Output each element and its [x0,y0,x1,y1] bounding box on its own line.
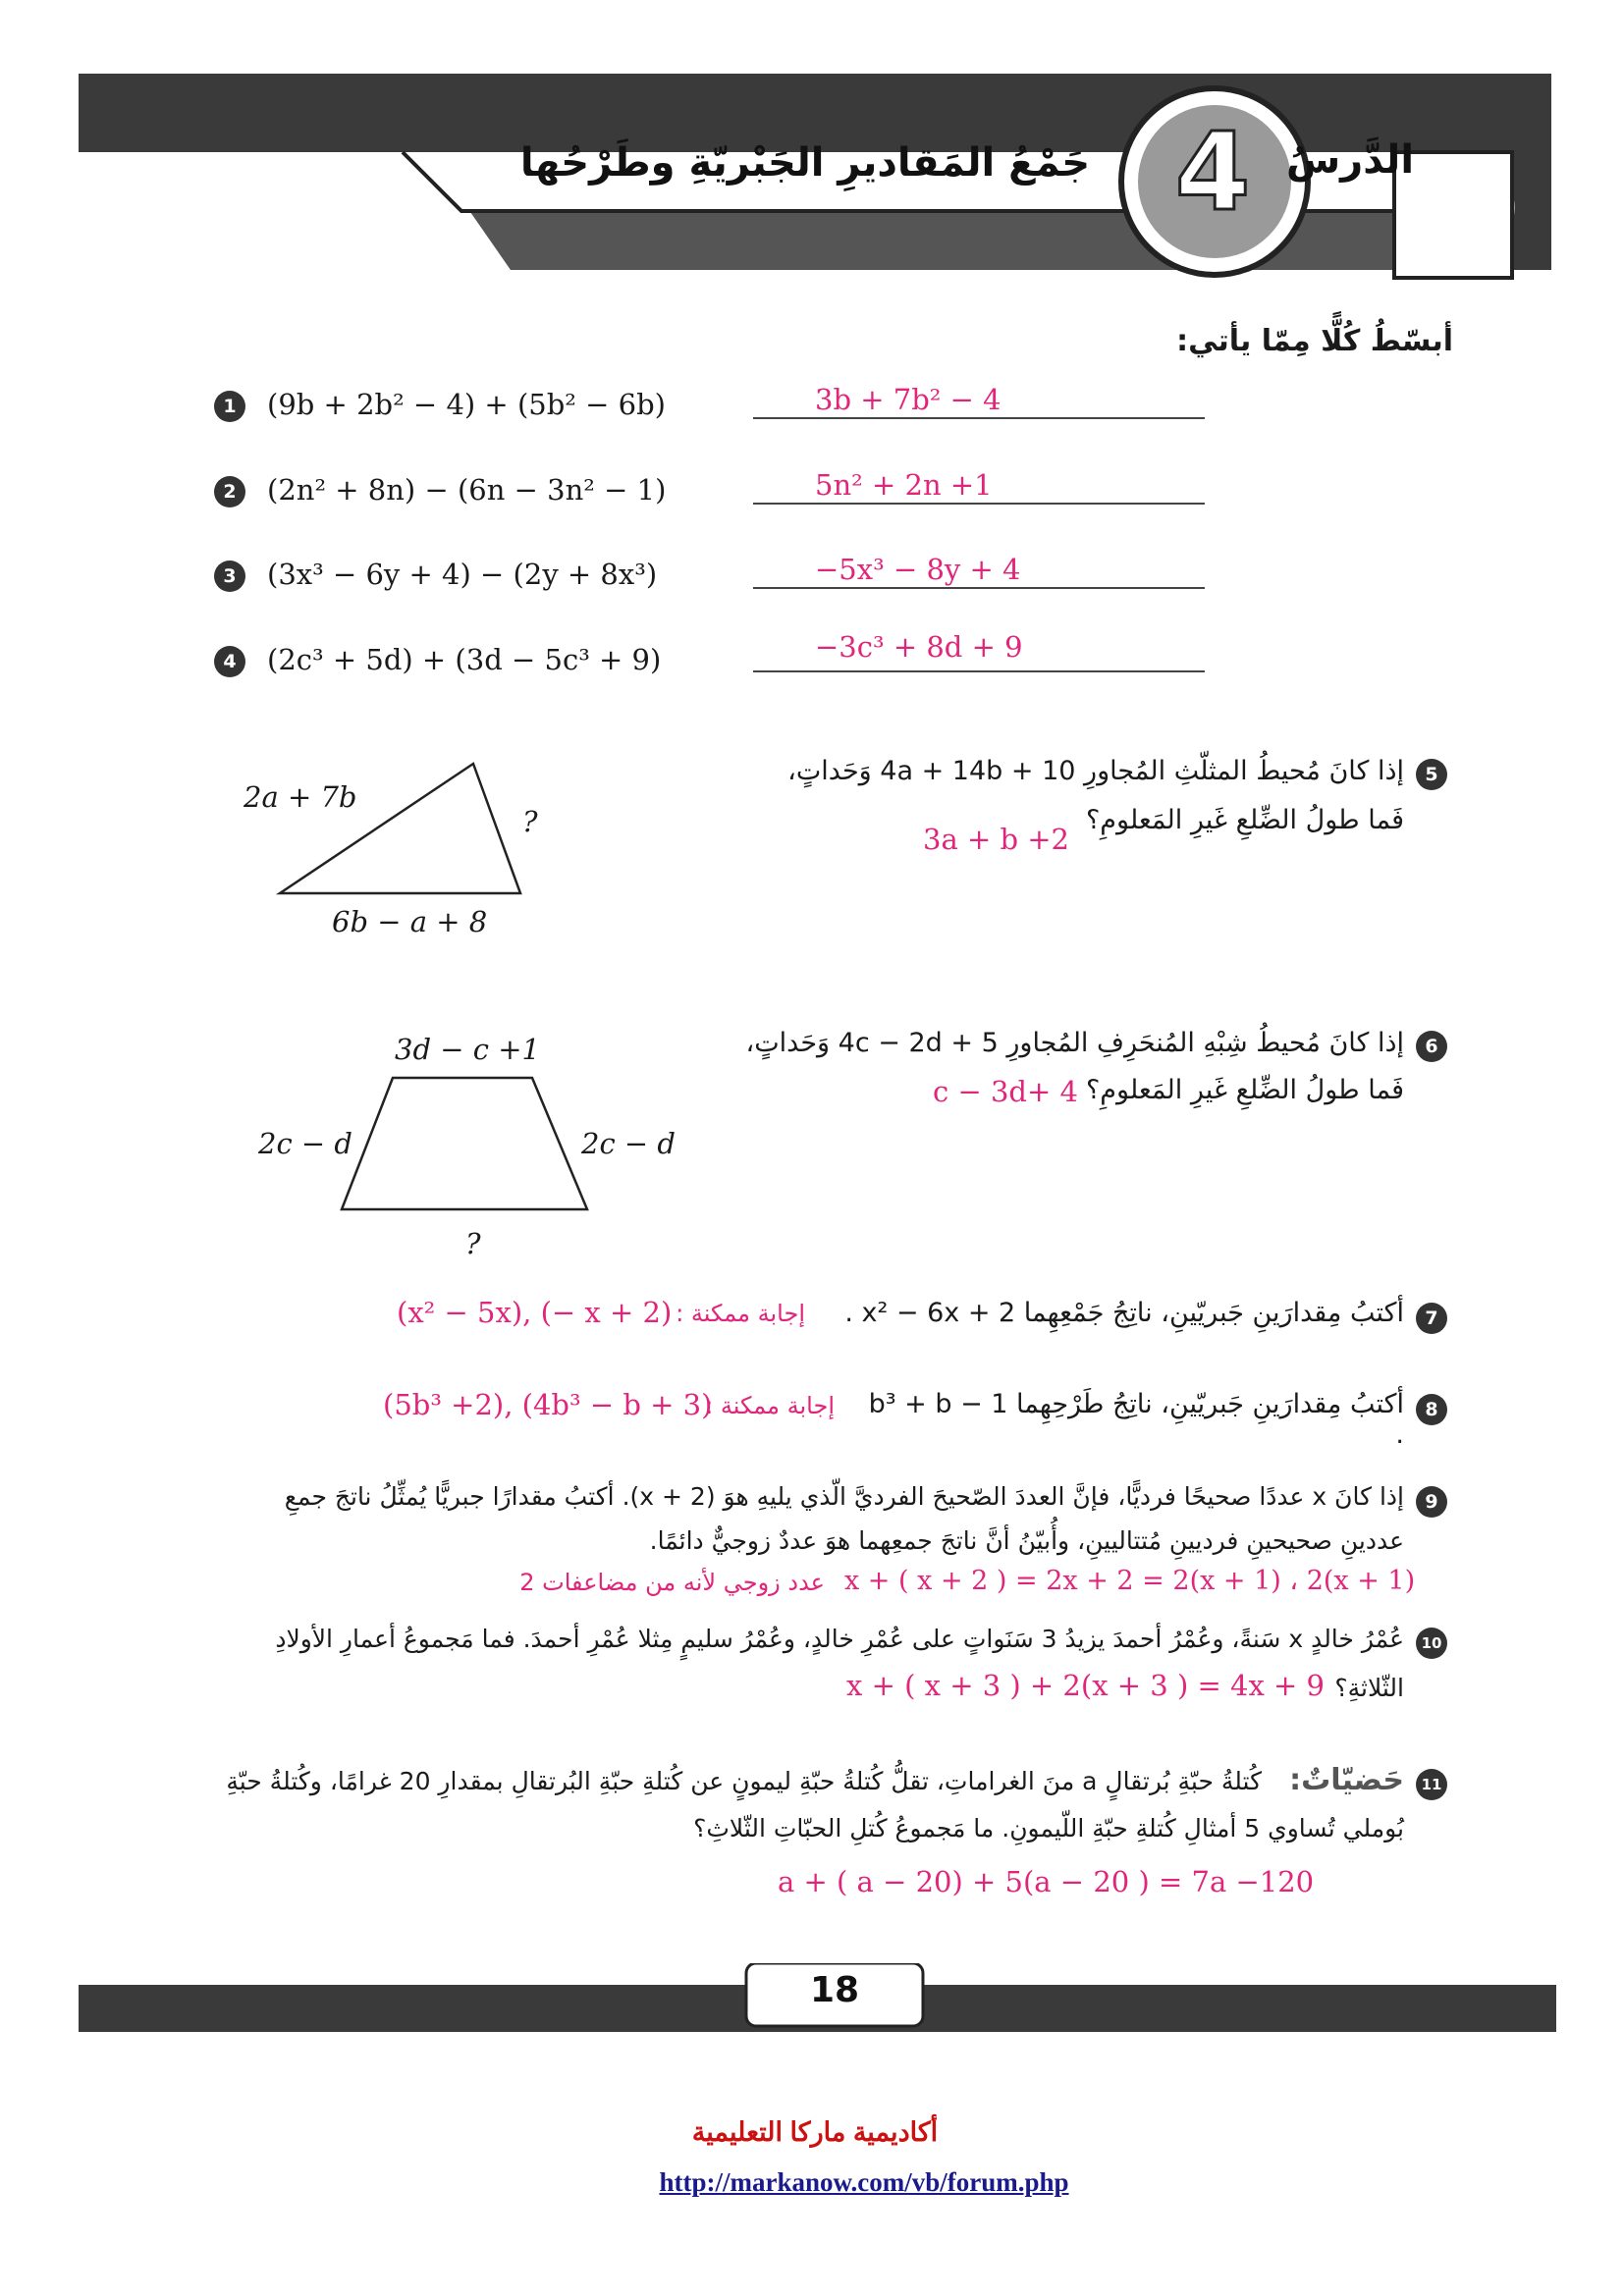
problem-expression: (2n² + 8n) − (6n − 3n² − 1) [267,473,667,507]
problem-text-line1: إذا كانَ x عددًا صحيحًا فرديًّا، فإنَّ العددَ الصّحيحَ الفرديَّ الّذي يليهِ هوَ (x + 2). أكتبُ مقدارًا جبريًّا يُمثِّلُ ناتجَ جمعِ [284,1482,1404,1511]
problem-expression: (2c³ + 5d) + (3d − 5c³ + 9) [267,643,662,676]
answer-math: x + ( x + 2 ) = 2x + 2 = 2(x + 1) ، 2(x + 1) [844,1566,1416,1596]
problem-text-line2: الثّلاثةِ؟ [1334,1674,1404,1702]
answer-text: 3b + 7b² − 4 [815,383,1001,416]
answer-text: x + ( x + 3 ) + 2(x + 3 ) = 4x + 9 [846,1669,1325,1702]
problem-text-line1: إذا كانَ مُحيطُ المثلّثِ المُجاورِ 10 + 4a + 14b وَحَداتٍ، [787,756,1404,786]
problem-text-line1: عُمْرُ خالدٍ x سَنةً، وعُمْرُ أحمدَ يزيدُ 3 سَنَواتٍ على عُمْرِ خالدٍ، وعُمْرُ سليمٍ مِثلا عُمْرِ أحمدَ. فما مَجموعُ أعمارِ الأولادِ [275,1625,1404,1653]
problem-expression: (3x³ − 6y + 4) − (2y + 8x³) [267,558,658,591]
problem-text: أكتبُ مِقدارَينِ جَبريّينِ، ناتِجُ طَرْحِهِما b³ + b − 1 . [868,1389,1404,1450]
problem-text-line1: كُتلةُ حبّةِ بُرتقالٍ a منَ الغراماتِ، تقلُّ كُتلةُ حبّةِ ليمونٍ عن كُتلةِ حبّةِ البُرتقالِ بمقدارِ 20 غرامًا، وكُتلةُ حبّةِ [226,1767,1262,1795]
academy-name: أكاديمية ماركا التعليمية [691,2117,939,2147]
problem-number-badge: 5 [1416,759,1447,790]
problem-number-badge: 1 [214,391,245,422]
answer-line [753,670,1205,672]
answer-text: −5x³ − 8y + 4 [815,553,1021,586]
lesson-word: الدَّرسُ [1285,137,1415,183]
problem-text-line2: عددينِ صحيحينِ فرديينِ مُتتاليينِ، وأُبيّنُ أنَّ ناتجَ جمعِهما هوَ عددٌ زوجيٌّ دائمًا. [649,1526,1404,1555]
answer-text: عدد زوجي لأنه من مضاعفات 2 [519,1569,825,1596]
trapezoid-side-label-right: 2c − d [581,1127,676,1160]
problem-number-badge: 10 [1416,1628,1447,1659]
answer-text: c − 3d+ 4 [933,1075,1078,1108]
triangle-side-label-bottom: 6b − a + 8 [332,905,488,938]
problem-text-line2: فَما طولُ الضِّلعِ غَيرِ المَعلومِ؟ [1085,1075,1404,1105]
triangle-side-label-top: 2a + 7b [244,780,357,814]
triangle-figure [265,756,560,903]
answer-line [753,503,1205,505]
problem-text-line2: فَما طولُ الضِّلعِ غَيرِ المَعلومِ؟ [1085,805,1404,835]
answer-text: 5n² + 2n +1 [815,468,993,502]
answer-text: a + ( a − 20) + 5(a − 20 ) = 7a −120 [778,1865,1315,1898]
problem-number-badge: 11 [1416,1769,1447,1800]
answer-line [753,587,1205,589]
problem-number-badge: 9 [1416,1486,1447,1518]
lesson-title: جَمْعُ المَقاديرِ الجَبْريّةِ وطَرْحُها [519,140,1091,186]
problem-expression: (9b + 2b² − 4) + (5b² − 6b) [267,388,666,421]
triangle-side-label-right: ? [522,805,538,838]
page-number: 18 [809,1970,860,2010]
trapezoid-side-label-left: 2c − d [258,1127,352,1160]
problem-number-badge: 8 [1416,1394,1447,1425]
answer-line [753,417,1205,419]
lesson-number: 4 [1174,109,1251,235]
trapezoid-side-label-top: 3d − c +1 [395,1033,540,1066]
problem-number-badge: 4 [214,646,245,677]
problem-number-badge: 7 [1416,1303,1447,1334]
problem-text-line1: إذا كانَ مُحيطُ شِبْهِ المُنحَرِفِ المُجاورِ 5 + 4c − 2d وَحَداتٍ، [745,1028,1404,1058]
trapezoid-figure [334,1070,599,1217]
problem-text-line2: بُوملي تُساوي 5 أمثالِ كُتلةِ حبّةِ اللّيمونِ. ما مَجموعُ كُتلِ الحبّاتِ الثّلاثِ؟ [693,1814,1404,1842]
forum-link[interactable]: http://markanow.com/vb/forum.php [659,2167,1069,2197]
problem-number-badge: 3 [214,561,245,592]
answer-label: إجابة ممكنة : [705,1392,835,1419]
problem-label: حَضيّاتٌ: [1289,1763,1404,1797]
answer-text: −3c³ + 8d + 9 [815,630,1023,664]
instruction: أبسّطُ كُلًّا مِمّا يأتي: [1176,324,1453,358]
answer-text: (x² − 5x), (− x + 2) [397,1296,673,1329]
trapezoid-side-label-bottom: ? [465,1227,481,1260]
answer-text: 3a + b +2 [923,823,1070,856]
problem-text: أكتبُ مِقدارَينِ جَبريّينِ، ناتِجُ جَمْعِهِما x² − 6x + 2 . [844,1298,1404,1328]
problem-number-badge: 6 [1416,1031,1447,1062]
answer-label: إجابة ممكنة : [676,1300,805,1327]
problem-number-badge: 2 [214,476,245,507]
answer-text: (5b³ +2), (4b³ − b + 3) [383,1388,713,1421]
